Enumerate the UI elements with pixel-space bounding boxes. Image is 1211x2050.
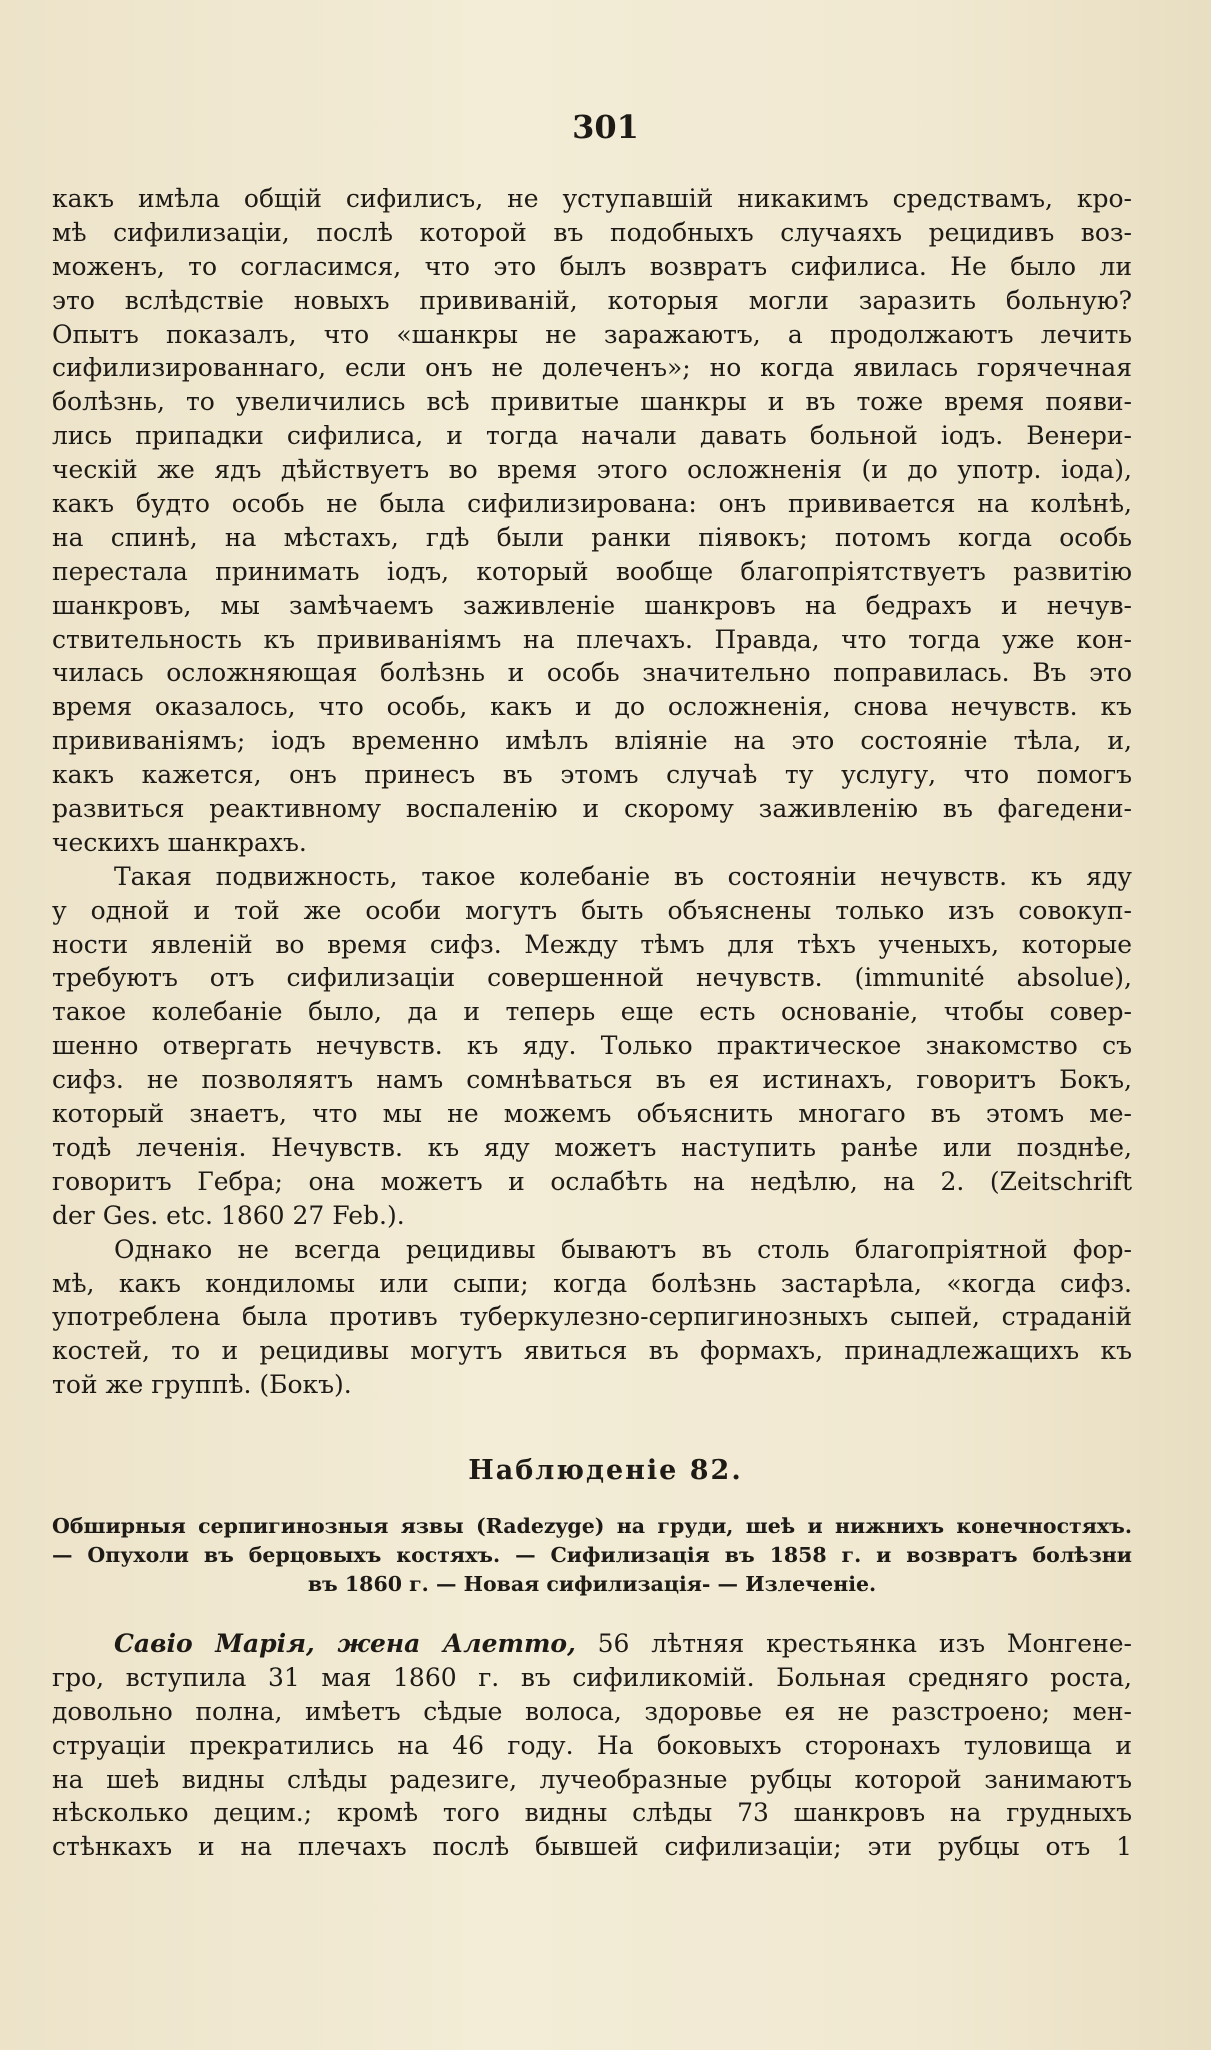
observation-text xyxy=(52,1627,1132,1864)
text-line: какъ кажется, онъ принесъ въ этомъ случаѣ ту услугу, что помогъ xyxy=(52,760,1132,790)
text-line: ности явленій во время сифз. Между тѣмъ для тѣхъ ученыхъ, которые xyxy=(52,929,1132,959)
text-line: ствительность къ прививаніямъ на плечахъ. Правда, что тогда уже кон- xyxy=(52,624,1132,654)
patient-name: Савіо Марія, жена Алетто, xyxy=(114,1629,576,1658)
text-line: такое колебаніе было, да и теперь еще есть основаніе, чтобы совер- xyxy=(52,997,1132,1027)
text-line: шанкровъ, мы замѣчаемъ заживленіе шанкровъ на бедрахъ и нечув- xyxy=(52,590,1132,620)
summary-line: Обширныя серпигинозныя язвы (Radezyge) на груди, шеѣ и нижнихъ конечностяхъ. xyxy=(52,1514,1132,1538)
text-line: это вслѣдствіе новыхъ прививаній, которыя могли заразить больную? xyxy=(52,285,1132,315)
text-line xyxy=(52,1627,1132,1661)
text-line: мѣ сифилизаціи, послѣ которой въ подобныхъ случаяхъ рецидивъ воз- xyxy=(52,217,1132,247)
text-line: перестала принимать іодъ, который вообще благопріятствуетъ развитію xyxy=(52,556,1132,586)
text-line: той же группѣ. (Бокъ). xyxy=(52,1370,352,1400)
text-fragment: 56 лѣтняя крестьянка изъ Монгене- xyxy=(575,1629,1132,1658)
text-line: стѣнкахъ и на плечахъ послѣ бывшей сифилизаціи; эти рубцы отъ 1 xyxy=(52,1832,1132,1862)
text-line: говоритъ Гебра; она можетъ и ослабѣть на недѣлю, на 2. (Zeitschrift xyxy=(52,1166,1132,1196)
text-line: Однако не всегда рецидивы бываютъ въ столь благопріятной фор- xyxy=(114,1234,1132,1264)
text-line: время оказалось, что особь, какъ и до осложненія, снова нечувств. къ xyxy=(52,692,1132,722)
text-line: ческій же ядъ дѣйствуетъ во время этого осложненія (и до употр. іода), xyxy=(52,455,1132,485)
text-line: требуютъ отъ сифилизаціи совершенной нечувств. (immunité absolue), xyxy=(52,963,1132,993)
text-line: чилась осложняющая болѣзнь и особь значительно поправилась. Въ это xyxy=(52,658,1132,688)
observation-heading: Наблюденіе 82. xyxy=(468,1455,743,1486)
text-line: тодѣ леченія. Нечувств. къ яду можетъ наступить ранѣе или позднѣе, xyxy=(52,1132,1132,1162)
main-text xyxy=(52,182,1132,1402)
text-line: развиться реактивному воспаленію и скорому заживленію въ фагедени- xyxy=(52,794,1132,824)
observation-summary xyxy=(52,1512,1132,1599)
page-number: 301 xyxy=(572,108,639,146)
text-line: который знаетъ, что мы не можемъ объяснить многаго въ этомъ ме- xyxy=(52,1099,1132,1129)
text-line: какъ будто особь не была сифилизирована: онъ прививается на колѣнѣ, xyxy=(52,489,1132,519)
text-line: нѣсколько децим.; кромѣ того видны слѣды 73 шанкровъ на грудныхъ xyxy=(52,1798,1132,1828)
text-line: прививаніямъ; іодъ временно имѣлъ вліяніе на это состояніе тѣла, и, xyxy=(52,726,1132,756)
text-line: на спинѣ, на мѣстахъ, гдѣ были ранки піявокъ; потомъ когда особь xyxy=(52,522,1132,552)
text-line: костей, то и рецидивы могутъ явиться въ формахъ, принадлежащихъ къ xyxy=(52,1336,1132,1366)
text-line: сифз. не позволяятъ намъ сомнѣваться въ ея истинахъ, говоритъ Бокъ, xyxy=(52,1065,1132,1095)
text-line: моженъ, то согласимся, что это былъ возвратъ сифилиса. Не было ли xyxy=(52,251,1132,281)
text-line: употреблена была противъ туберкулезно-серпигинозныхъ сыпей, страданій xyxy=(52,1302,1132,1332)
text-line: Такая подвижность, такое колебаніе въ состояніи нечувств. къ яду xyxy=(114,861,1132,891)
summary-line: въ 1860 г. — Новая сифилизація- — Излеченіе. xyxy=(307,1572,877,1596)
text-line: у одной и той же особи могутъ быть объяснены только изъ совокуп- xyxy=(52,895,1132,925)
text-line: довольно полна, имѣетъ сѣдые волоса, здоровье ея не разстроено; мен- xyxy=(52,1696,1132,1726)
text-line: ческихъ шанкрахъ. xyxy=(52,827,307,857)
text-line: мѣ, какъ кондиломы или сыпи; когда болѣзнь застарѣла, «когда сифз. xyxy=(52,1268,1132,1298)
text-line: der Ges. etc. 1860 27 Feb.). xyxy=(52,1200,405,1230)
text-line: на шеѣ видны слѣды радезиге, лучеобразные рубцы которой занимаютъ xyxy=(52,1764,1132,1794)
text-line: шенно отвергать нечувств. къ яду. Только практическое знакомство съ xyxy=(52,1031,1132,1061)
text-line: лись припадки сифилиса, и тогда начали давать больной іодъ. Венери- xyxy=(52,421,1132,451)
text-line: струаціи прекратились на 46 году. На боковыхъ сторонахъ туловища и xyxy=(52,1730,1132,1760)
text-line: гро, вступила 31 мая 1860 г. въ сифиликомій. Больная средняго роста, xyxy=(52,1662,1132,1692)
text-line: Опытъ показалъ, что «шанкры не заражаютъ, а продолжаютъ лечить xyxy=(52,319,1132,349)
summary-line: — Опухоли въ берцовыхъ костяхъ. — Сифилизація въ 1858 г. и возвратъ болѣзни xyxy=(52,1543,1132,1567)
text-line: сифилизированнаго, если онъ не долеченъ»; но когда явилась горячечная xyxy=(52,353,1132,383)
text-line: какъ имѣла общій сифилисъ, не уступавшій никакимъ средствамъ, кро- xyxy=(52,184,1132,213)
text-line: болѣзнь, то увеличились всѣ привитые шанкры и въ тоже время появи- xyxy=(52,387,1132,417)
